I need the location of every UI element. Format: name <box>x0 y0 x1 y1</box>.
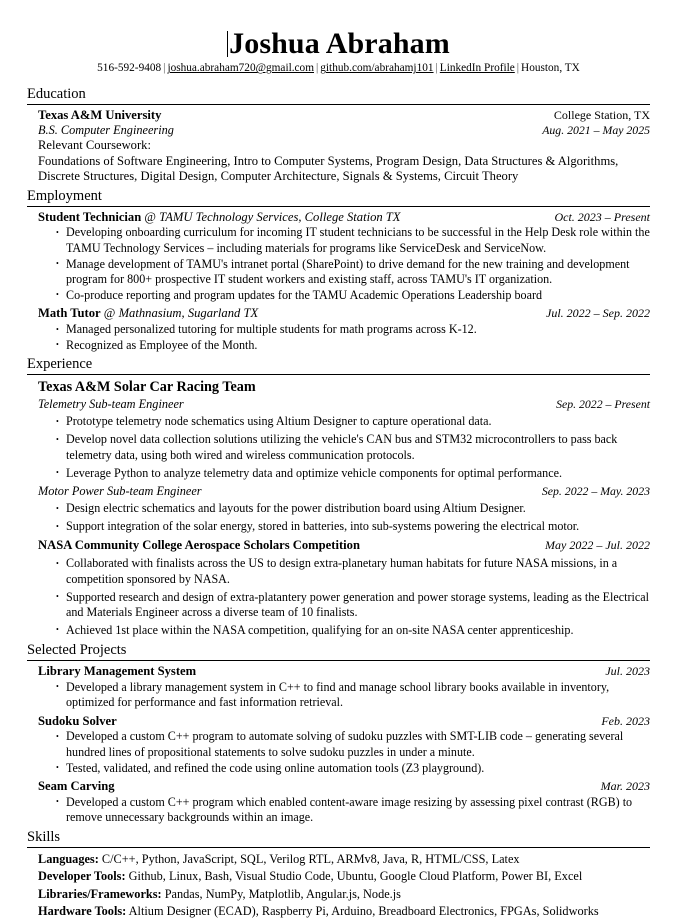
employment-bullet-list <box>38 322 650 353</box>
employment-role: Student Technician <box>38 209 142 224</box>
bullet-item: • Manage development of TAMU's intranet portal (SharePoint) to drive demand for the new training and development program for 800+ prospective IT student workers and existing staff, across TAMU's IT organization. <box>56 257 650 288</box>
project-date: Jul. 2023 <box>605 664 650 679</box>
skill-line-languages <box>38 851 650 868</box>
skill-line-developer-tools <box>38 868 650 885</box>
contact-separator: | <box>435 62 438 75</box>
skill-label: Developer Tools: <box>38 869 126 884</box>
experience-dates: May 2022 – Jul. 2022 <box>545 538 650 553</box>
experience-org-title: NASA Community College Aerospace Scholars Competition <box>38 538 360 553</box>
education-coursework-line-1: Foundations of Software Engineering, Intro to Computer Systems, Program Design, Data Structures & Algorithms, <box>38 153 619 168</box>
section-heading-employment: Employment <box>27 187 650 207</box>
bullet-item: • Tested, validated, and refined the code using online automation tools (Z3 playground). <box>56 761 650 776</box>
bullet-item: • Achieved 1st place within the NASA competition, qualifying for an on-site NASA center apprenticeship. <box>56 623 650 638</box>
employment-entry <box>38 306 650 353</box>
bullet-item: • Developed a library management system in C++ to find and manage school library books available in inventory, optimized for performance and fast information retrieval. <box>56 680 650 711</box>
project-entry <box>38 714 650 776</box>
education-coursework-label-row <box>38 138 650 153</box>
skill-line-hardware-tools <box>38 903 650 920</box>
candidate-name-text: Joshua Abraham <box>229 27 450 60</box>
employment-bullet-list <box>38 225 650 303</box>
employment-title-group <box>38 210 401 225</box>
experience-subentry-dates: Sep. 2022 – May. 2023 <box>541 483 650 498</box>
contact-location: Houston, TX <box>521 62 580 75</box>
contact-linkedin-link[interactable]: LinkedIn Profile <box>439 62 515 75</box>
project-entry <box>38 664 650 711</box>
skill-label: Libraries/Frameworks: <box>38 886 162 901</box>
employment-title-group <box>38 306 258 321</box>
experience-subentry-role: Telemetry Sub-team Engineer <box>38 396 184 411</box>
section-heading-projects: Selected Projects <box>27 641 650 661</box>
education-coursework-line-2: Discrete Structures, Digital Design, Computer Architecture, Signals & Systems, Circuit Theory <box>38 169 519 184</box>
section-projects <box>27 641 650 826</box>
project-bullet-list <box>38 680 650 711</box>
experience-bullet-list <box>38 501 650 534</box>
education-degree: B.S. Computer Engineering <box>38 123 174 138</box>
contact-phone: 516-592-9408 <box>97 62 162 75</box>
skill-label: Languages: <box>38 851 99 866</box>
experience-subentry-header <box>38 484 650 499</box>
project-date: Feb. 2023 <box>601 713 650 728</box>
experience-entry-nasa <box>38 537 650 638</box>
experience-org-title: Texas A&M Solar Car Racing Team <box>38 379 256 396</box>
skill-value: C/C++, Python, JavaScript, SQL, Verilog RTL, ARMv8, Java, R, HTML/CSS, Latex <box>101 851 520 866</box>
contact-separator: | <box>163 62 166 75</box>
bullet-item: • Leverage Python to analyze telemetry data and optimize vehicle components for optimal performance. <box>56 466 650 481</box>
section-heading-skills: Skills <box>27 828 650 848</box>
project-entry-header <box>38 664 650 679</box>
experience-entry-solar-car <box>38 378 650 534</box>
bullet-item: • Prototype telemetry node schematics using Altium Designer to capture operational data. <box>56 414 650 429</box>
section-employment <box>27 187 650 354</box>
project-entry-header <box>38 714 650 729</box>
education-school: Texas A&M University <box>38 108 162 123</box>
experience-subentry <box>38 397 650 481</box>
employment-entry-header <box>38 210 650 225</box>
employment-dates: Oct. 2023 – Present <box>554 209 650 224</box>
skill-value: Pandas, NumPy, Matplotlib, Angular.js, Node.js <box>164 886 401 901</box>
section-experience <box>27 355 650 638</box>
bullet-item: • Support integration of the solar energy, stored in batteries, into sub-systems powering the electrical motor. <box>56 519 650 534</box>
bullet-item: • Collaborated with finalists across the US to design extra-planetary human habitats for future NASA missions, in a competition sponsored by NASA. <box>56 556 650 587</box>
project-bullet-list <box>38 729 650 776</box>
project-entry-header <box>38 779 650 794</box>
skill-line-libraries-frameworks <box>38 886 650 903</box>
education-entry-subheader <box>38 123 650 138</box>
experience-bullet-list <box>38 414 650 481</box>
employment-org: TAMU Technology Services, College Station TX <box>159 209 401 224</box>
bullet-item: • Developed a custom C++ program which enabled content-aware image resizing by assessing pixel contrast (RGB) to remove unnecessary backgrounds within an image. <box>56 795 650 826</box>
project-bullet-list <box>38 795 650 826</box>
education-coursework-label: Relevant Coursework: <box>38 138 151 153</box>
project-name: Seam Carving <box>38 778 115 793</box>
project-name: Library Management System <box>38 664 197 679</box>
experience-subentry-dates: Sep. 2022 – Present <box>556 396 650 411</box>
project-name: Sudoku Solver <box>38 713 117 728</box>
bullet-item: • Design electric schematics and layouts for the power distribution board using Altium Designer. <box>56 501 650 516</box>
employment-dates: Jul. 2022 – Sep. 2022 <box>546 306 650 321</box>
bullet-item: • Recognized as Employee of the Month. <box>56 338 650 353</box>
section-heading-education: Education <box>27 85 650 105</box>
project-date: Mar. 2023 <box>600 778 650 793</box>
education-coursework-row-2 <box>38 169 650 184</box>
project-entry <box>38 779 650 826</box>
contact-separator: | <box>316 62 319 75</box>
skill-value: Altium Designer (ECAD), Raspberry Pi, Arduino, Breadboard Electronics, FPGAs, Solidworks <box>128 904 599 918</box>
employment-org: Mathnasium, Sugarland TX <box>118 306 259 321</box>
employment-at-symbol: @ <box>103 306 116 321</box>
experience-subentry-role: Motor Power Sub-team Engineer <box>38 483 202 498</box>
contact-email-link[interactable]: joshua.abraham720@gmail.com <box>167 62 314 75</box>
section-heading-experience: Experience <box>27 355 650 375</box>
experience-subentry-header <box>38 397 650 412</box>
bullet-item: • Co-produce reporting and program updates for the TAMU Academic Operations Leadership board <box>56 288 650 303</box>
education-coursework-row-1 <box>38 154 650 169</box>
experience-subentry <box>38 484 650 535</box>
candidate-name <box>27 28 650 60</box>
bullet-item: • Managed personalized tutoring for multiple students for math programs across K-12. <box>56 322 650 337</box>
experience-entry-header <box>38 537 650 553</box>
skill-label: Hardware Tools: <box>38 904 127 918</box>
education-dates: Aug. 2021 – May 2025 <box>542 123 650 138</box>
contact-separator: | <box>516 62 520 75</box>
employment-role: Math Tutor <box>38 306 101 321</box>
bullet-item: • Develop novel data collection solutions utilizing the vehicle's CAN bus and STM32 microcontrollers to pass back telemetry data, using both wired and wireless communication protocols. <box>56 432 650 463</box>
education-entry <box>38 108 650 184</box>
education-entry-header <box>38 108 650 123</box>
employment-entry <box>38 210 650 304</box>
contact-github-link[interactable]: github.com/abrahamj101 <box>320 62 434 75</box>
experience-bullet-list <box>38 556 650 638</box>
bullet-item: • Supported research and design of extra-platantery power generation and power storage systems, leading as the Electrical and Materials Engineer across a diverse team of 10 finalists. <box>56 590 650 621</box>
employment-entry-header <box>38 306 650 321</box>
section-education <box>27 85 650 185</box>
employment-at-symbol: @ <box>144 209 156 224</box>
bullet-item: • Developed a custom C++ program to automate solving of sudoku puzzles with SMT-LIB code – generating several hundred lines of propositional statements to solve sudoku puzzles in under a minute. <box>56 729 650 760</box>
education-location: College Station, TX <box>553 108 650 123</box>
bullet-item: • Developing onboarding curriculum for incoming IT student technicians to be successful in the Help Desk role within the TAMU Technology Services – including materials for programs like ServiceDesk and ServiceNow. <box>56 225 650 256</box>
skill-value: Github, Linux, Bash, Visual Studio Code, Ubuntu, Google Cloud Platform, Power BI, Excel <box>128 869 583 884</box>
contact-line <box>27 62 650 76</box>
section-skills <box>27 828 650 920</box>
